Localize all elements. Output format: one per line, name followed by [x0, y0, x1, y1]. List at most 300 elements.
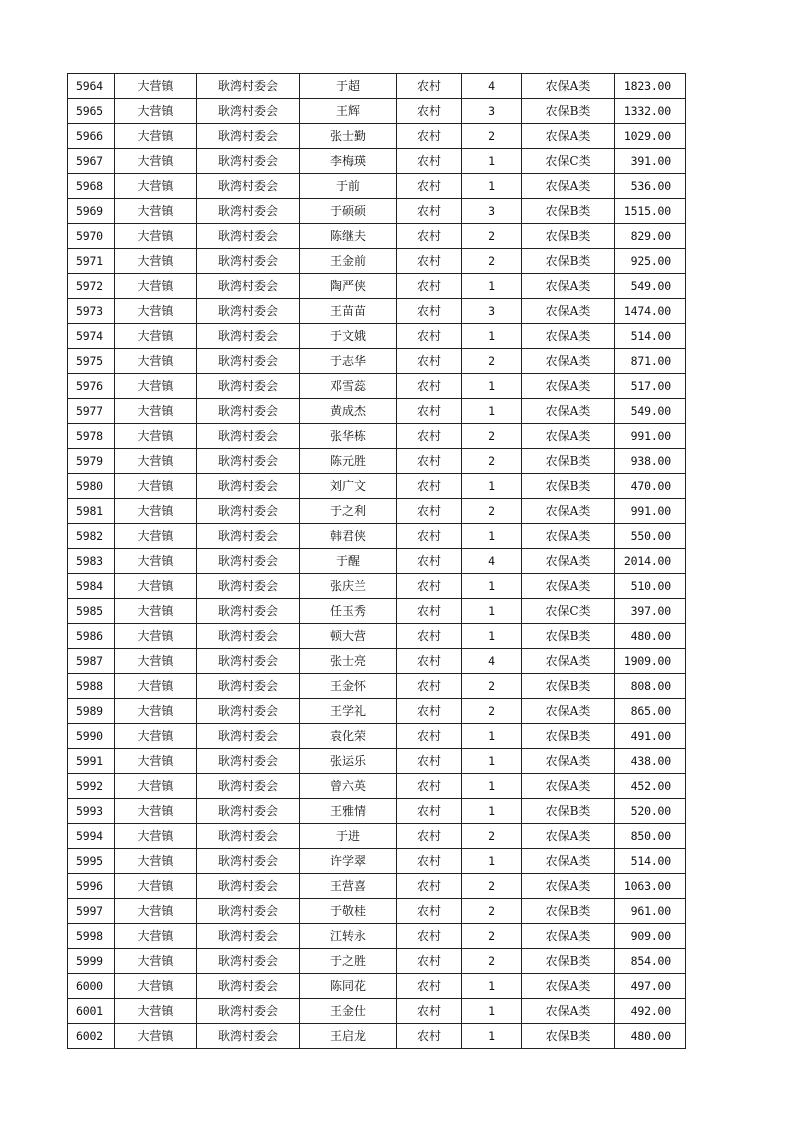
amount-cell: 991.00 [615, 424, 686, 449]
amount-cell: 829.00 [615, 224, 686, 249]
town-cell: 大营镇 [115, 174, 197, 199]
insurance-category-cell: 农保A类 [522, 324, 615, 349]
household-type-cell: 农村 [397, 124, 462, 149]
household-count-cell: 2 [462, 449, 522, 474]
town-cell: 大营镇 [115, 699, 197, 724]
village-committee-cell: 耿湾村委会 [197, 349, 300, 374]
household-type-cell: 农村 [397, 174, 462, 199]
household-type-cell: 农村 [397, 199, 462, 224]
record-id-cell: 5995 [68, 849, 115, 874]
insurance-category-cell: 农保B类 [522, 449, 615, 474]
town-cell: 大营镇 [115, 199, 197, 224]
household-count-cell: 2 [462, 124, 522, 149]
town-cell: 大营镇 [115, 924, 197, 949]
town-cell: 大营镇 [115, 449, 197, 474]
record-id-cell: 5989 [68, 699, 115, 724]
village-committee-cell: 耿湾村委会 [197, 424, 300, 449]
record-id-cell: 5984 [68, 574, 115, 599]
village-committee-cell: 耿湾村委会 [197, 824, 300, 849]
table-row [68, 774, 686, 799]
amount-cell: 2014.00 [615, 549, 686, 574]
table-row [68, 999, 686, 1024]
person-name-cell: 于文娥 [300, 324, 397, 349]
village-committee-cell: 耿湾村委会 [197, 724, 300, 749]
record-id-cell: 5971 [68, 249, 115, 274]
village-committee-cell: 耿湾村委会 [197, 774, 300, 799]
amount-cell: 492.00 [615, 999, 686, 1024]
amount-cell: 1823.00 [615, 74, 686, 99]
amount-cell: 961.00 [615, 899, 686, 924]
household-type-cell: 农村 [397, 249, 462, 274]
amount-cell: 480.00 [615, 624, 686, 649]
village-committee-cell: 耿湾村委会 [197, 449, 300, 474]
household-count-cell: 1 [462, 474, 522, 499]
village-committee-cell: 耿湾村委会 [197, 74, 300, 99]
household-count-cell: 1 [462, 399, 522, 424]
household-count-cell: 2 [462, 824, 522, 849]
town-cell: 大营镇 [115, 424, 197, 449]
household-count-cell: 3 [462, 199, 522, 224]
record-id-cell: 5991 [68, 749, 115, 774]
amount-cell: 520.00 [615, 799, 686, 824]
insurance-category-cell: 农保A类 [522, 549, 615, 574]
household-count-cell: 1 [462, 174, 522, 199]
town-cell: 大营镇 [115, 474, 197, 499]
amount-cell: 452.00 [615, 774, 686, 799]
person-name-cell: 王学礼 [300, 699, 397, 724]
table-row [68, 949, 686, 974]
amount-cell: 1515.00 [615, 199, 686, 224]
town-cell: 大营镇 [115, 1024, 197, 1049]
amount-cell: 470.00 [615, 474, 686, 499]
amount-cell: 1063.00 [615, 874, 686, 899]
town-cell: 大营镇 [115, 399, 197, 424]
record-id-cell: 5993 [68, 799, 115, 824]
village-committee-cell: 耿湾村委会 [197, 899, 300, 924]
insurance-category-cell: 农保A类 [522, 774, 615, 799]
table-row [68, 249, 686, 274]
person-name-cell: 王雅情 [300, 799, 397, 824]
person-name-cell: 陈同花 [300, 974, 397, 999]
record-id-cell: 5988 [68, 674, 115, 699]
person-name-cell: 于醒 [300, 549, 397, 574]
insurance-category-cell: 农保A类 [522, 499, 615, 524]
table-row [68, 974, 686, 999]
household-type-cell: 农村 [397, 524, 462, 549]
table-row [68, 124, 686, 149]
village-committee-cell: 耿湾村委会 [197, 1024, 300, 1049]
insurance-category-cell: 农保B类 [522, 799, 615, 824]
household-type-cell: 农村 [397, 874, 462, 899]
amount-cell: 1029.00 [615, 124, 686, 149]
household-count-cell: 2 [462, 874, 522, 899]
record-id-cell: 6000 [68, 974, 115, 999]
record-id-cell: 5985 [68, 599, 115, 624]
table-row [68, 424, 686, 449]
record-id-cell: 5969 [68, 199, 115, 224]
town-cell: 大营镇 [115, 874, 197, 899]
person-name-cell: 于敬桂 [300, 899, 397, 924]
person-name-cell: 王启龙 [300, 1024, 397, 1049]
village-committee-cell: 耿湾村委会 [197, 574, 300, 599]
town-cell: 大营镇 [115, 724, 197, 749]
table-row [68, 799, 686, 824]
household-count-cell: 1 [462, 374, 522, 399]
household-type-cell: 农村 [397, 699, 462, 724]
insurance-category-cell: 农保A类 [522, 749, 615, 774]
village-committee-cell: 耿湾村委会 [197, 199, 300, 224]
household-count-cell: 2 [462, 949, 522, 974]
record-id-cell: 5973 [68, 299, 115, 324]
household-count-cell: 4 [462, 74, 522, 99]
household-count-cell: 1 [462, 999, 522, 1024]
amount-cell: 1474.00 [615, 299, 686, 324]
table-row [68, 824, 686, 849]
person-name-cell: 王金前 [300, 249, 397, 274]
person-name-cell: 江转永 [300, 924, 397, 949]
person-name-cell: 韩君侠 [300, 524, 397, 549]
amount-cell: 1332.00 [615, 99, 686, 124]
insurance-category-cell: 农保A类 [522, 874, 615, 899]
household-type-cell: 农村 [397, 849, 462, 874]
household-type-cell: 农村 [397, 474, 462, 499]
household-type-cell: 农村 [397, 499, 462, 524]
town-cell: 大营镇 [115, 824, 197, 849]
table-row [68, 849, 686, 874]
amount-cell: 850.00 [615, 824, 686, 849]
table-row [68, 924, 686, 949]
person-name-cell: 王金怀 [300, 674, 397, 699]
village-committee-cell: 耿湾村委会 [197, 474, 300, 499]
insurance-category-cell: 农保B类 [522, 674, 615, 699]
village-committee-cell: 耿湾村委会 [197, 924, 300, 949]
town-cell: 大营镇 [115, 99, 197, 124]
household-count-cell: 1 [462, 774, 522, 799]
village-committee-cell: 耿湾村委会 [197, 224, 300, 249]
person-name-cell: 陶严侠 [300, 274, 397, 299]
household-count-cell: 2 [462, 224, 522, 249]
amount-cell: 909.00 [615, 924, 686, 949]
town-cell: 大营镇 [115, 274, 197, 299]
insurance-category-cell: 农保A类 [522, 924, 615, 949]
insurance-category-cell: 农保B类 [522, 724, 615, 749]
town-cell: 大营镇 [115, 249, 197, 274]
household-count-cell: 1 [462, 324, 522, 349]
table-row [68, 874, 686, 899]
town-cell: 大营镇 [115, 599, 197, 624]
household-type-cell: 农村 [397, 749, 462, 774]
record-id-cell: 5978 [68, 424, 115, 449]
town-cell: 大营镇 [115, 299, 197, 324]
person-name-cell: 于之利 [300, 499, 397, 524]
insurance-category-cell: 农保B类 [522, 1024, 615, 1049]
record-id-cell: 6002 [68, 1024, 115, 1049]
insurance-category-cell: 农保A类 [522, 399, 615, 424]
town-cell: 大营镇 [115, 999, 197, 1024]
household-type-cell: 农村 [397, 599, 462, 624]
insurance-category-cell: 农保B类 [522, 624, 615, 649]
insurance-category-cell: 农保A类 [522, 74, 615, 99]
table-row [68, 1024, 686, 1049]
record-id-cell: 5977 [68, 399, 115, 424]
insurance-category-cell: 农保A类 [522, 824, 615, 849]
record-id-cell: 5972 [68, 274, 115, 299]
household-type-cell: 农村 [397, 224, 462, 249]
household-type-cell: 农村 [397, 424, 462, 449]
amount-cell: 925.00 [615, 249, 686, 274]
village-committee-cell: 耿湾村委会 [197, 124, 300, 149]
household-type-cell: 农村 [397, 449, 462, 474]
person-name-cell: 张华栋 [300, 424, 397, 449]
town-cell: 大营镇 [115, 74, 197, 99]
insurance-category-cell: 农保A类 [522, 174, 615, 199]
village-committee-cell: 耿湾村委会 [197, 874, 300, 899]
town-cell: 大营镇 [115, 799, 197, 824]
table-row [68, 499, 686, 524]
record-id-cell: 5990 [68, 724, 115, 749]
amount-cell: 497.00 [615, 974, 686, 999]
insurance-category-cell: 农保A类 [522, 299, 615, 324]
amount-cell: 438.00 [615, 749, 686, 774]
amount-cell: 991.00 [615, 499, 686, 524]
village-committee-cell: 耿湾村委会 [197, 549, 300, 574]
table-row [68, 749, 686, 774]
village-committee-cell: 耿湾村委会 [197, 149, 300, 174]
person-name-cell: 于超 [300, 74, 397, 99]
person-name-cell: 陈继夫 [300, 224, 397, 249]
record-id-cell: 5966 [68, 124, 115, 149]
record-id-cell: 5976 [68, 374, 115, 399]
table-row [68, 74, 686, 99]
household-type-cell: 农村 [397, 299, 462, 324]
record-id-cell: 5996 [68, 874, 115, 899]
village-committee-cell: 耿湾村委会 [197, 749, 300, 774]
household-count-cell: 1 [462, 149, 522, 174]
record-id-cell: 5987 [68, 649, 115, 674]
table-row [68, 649, 686, 674]
table-row [68, 724, 686, 749]
town-cell: 大营镇 [115, 549, 197, 574]
insurance-category-cell: 农保A类 [522, 524, 615, 549]
town-cell: 大营镇 [115, 149, 197, 174]
household-type-cell: 农村 [397, 724, 462, 749]
table-row [68, 549, 686, 574]
record-id-cell: 5997 [68, 899, 115, 924]
town-cell: 大营镇 [115, 899, 197, 924]
insurance-category-cell: 农保A类 [522, 349, 615, 374]
amount-cell: 510.00 [615, 574, 686, 599]
village-committee-cell: 耿湾村委会 [197, 799, 300, 824]
record-id-cell: 5979 [68, 449, 115, 474]
insurance-category-cell: 农保A类 [522, 424, 615, 449]
village-committee-cell: 耿湾村委会 [197, 624, 300, 649]
record-id-cell: 5986 [68, 624, 115, 649]
household-type-cell: 农村 [397, 674, 462, 699]
table-row [68, 699, 686, 724]
person-name-cell: 于进 [300, 824, 397, 849]
household-count-cell: 2 [462, 499, 522, 524]
town-cell: 大营镇 [115, 324, 197, 349]
insurance-category-cell: 农保B类 [522, 224, 615, 249]
record-id-cell: 5970 [68, 224, 115, 249]
household-type-cell: 农村 [397, 549, 462, 574]
amount-cell: 808.00 [615, 674, 686, 699]
amount-cell: 871.00 [615, 349, 686, 374]
town-cell: 大营镇 [115, 849, 197, 874]
person-name-cell: 张士亮 [300, 649, 397, 674]
amount-cell: 854.00 [615, 949, 686, 974]
household-type-cell: 农村 [397, 949, 462, 974]
household-count-cell: 1 [462, 624, 522, 649]
town-cell: 大营镇 [115, 949, 197, 974]
town-cell: 大营镇 [115, 674, 197, 699]
household-count-cell: 3 [462, 99, 522, 124]
household-count-cell: 2 [462, 674, 522, 699]
insurance-category-cell: 农保A类 [522, 999, 615, 1024]
insurance-category-cell: 农保C类 [522, 599, 615, 624]
record-id-cell: 5964 [68, 74, 115, 99]
village-committee-cell: 耿湾村委会 [197, 524, 300, 549]
record-id-cell: 5994 [68, 824, 115, 849]
table-row [68, 899, 686, 924]
village-committee-cell: 耿湾村委会 [197, 299, 300, 324]
household-count-cell: 1 [462, 1024, 522, 1049]
person-name-cell: 张士勤 [300, 124, 397, 149]
town-cell: 大营镇 [115, 374, 197, 399]
village-committee-cell: 耿湾村委会 [197, 274, 300, 299]
person-name-cell: 邓雪蕊 [300, 374, 397, 399]
town-cell: 大营镇 [115, 749, 197, 774]
person-name-cell: 于之胜 [300, 949, 397, 974]
household-count-cell: 2 [462, 924, 522, 949]
insurance-category-cell: 农保B类 [522, 199, 615, 224]
insurance-category-cell: 农保A类 [522, 374, 615, 399]
household-count-cell: 2 [462, 349, 522, 374]
table-row [68, 149, 686, 174]
town-cell: 大营镇 [115, 574, 197, 599]
insurance-category-cell: 农保A类 [522, 849, 615, 874]
household-type-cell: 农村 [397, 99, 462, 124]
person-name-cell: 袁化荣 [300, 724, 397, 749]
household-type-cell: 农村 [397, 399, 462, 424]
town-cell: 大营镇 [115, 499, 197, 524]
person-name-cell: 王营喜 [300, 874, 397, 899]
household-count-cell: 2 [462, 424, 522, 449]
household-count-cell: 4 [462, 549, 522, 574]
household-type-cell: 农村 [397, 774, 462, 799]
person-name-cell: 张庆兰 [300, 574, 397, 599]
record-id-cell: 5965 [68, 99, 115, 124]
amount-cell: 550.00 [615, 524, 686, 549]
amount-cell: 938.00 [615, 449, 686, 474]
table-row [68, 574, 686, 599]
record-id-cell: 5992 [68, 774, 115, 799]
household-count-cell: 4 [462, 649, 522, 674]
household-type-cell: 农村 [397, 374, 462, 399]
town-cell: 大营镇 [115, 124, 197, 149]
table-row [68, 324, 686, 349]
village-committee-cell: 耿湾村委会 [197, 974, 300, 999]
household-type-cell: 农村 [397, 799, 462, 824]
household-type-cell: 农村 [397, 824, 462, 849]
household-type-cell: 农村 [397, 899, 462, 924]
village-committee-cell: 耿湾村委会 [197, 699, 300, 724]
village-committee-cell: 耿湾村委会 [197, 249, 300, 274]
record-id-cell: 5967 [68, 149, 115, 174]
record-id-cell: 5981 [68, 499, 115, 524]
amount-cell: 517.00 [615, 374, 686, 399]
household-type-cell: 农村 [397, 974, 462, 999]
household-count-cell: 1 [462, 724, 522, 749]
town-cell: 大营镇 [115, 524, 197, 549]
insurance-category-cell: 农保A类 [522, 124, 615, 149]
person-name-cell: 于前 [300, 174, 397, 199]
household-type-cell: 农村 [397, 324, 462, 349]
person-name-cell: 于硕硕 [300, 199, 397, 224]
person-name-cell: 李梅瑛 [300, 149, 397, 174]
record-id-cell: 5974 [68, 324, 115, 349]
record-id-cell: 5980 [68, 474, 115, 499]
village-committee-cell: 耿湾村委会 [197, 999, 300, 1024]
village-committee-cell: 耿湾村委会 [197, 674, 300, 699]
record-id-cell: 5982 [68, 524, 115, 549]
table-body [68, 74, 686, 1049]
record-id-cell: 5999 [68, 949, 115, 974]
household-count-cell: 2 [462, 249, 522, 274]
insurance-category-cell: 农保A类 [522, 574, 615, 599]
amount-cell: 514.00 [615, 849, 686, 874]
table-row [68, 224, 686, 249]
town-cell: 大营镇 [115, 649, 197, 674]
record-id-cell: 5998 [68, 924, 115, 949]
village-committee-cell: 耿湾村委会 [197, 499, 300, 524]
insurance-category-cell: 农保A类 [522, 274, 615, 299]
person-name-cell: 王金仕 [300, 999, 397, 1024]
household-type-cell: 农村 [397, 1024, 462, 1049]
table-row [68, 674, 686, 699]
table-row [68, 524, 686, 549]
person-name-cell: 陈元胜 [300, 449, 397, 474]
household-type-cell: 农村 [397, 924, 462, 949]
person-name-cell: 许学翠 [300, 849, 397, 874]
table-row [68, 299, 686, 324]
household-count-cell: 1 [462, 524, 522, 549]
household-type-cell: 农村 [397, 149, 462, 174]
table-row [68, 374, 686, 399]
household-count-cell: 1 [462, 574, 522, 599]
town-cell: 大营镇 [115, 224, 197, 249]
household-count-cell: 1 [462, 749, 522, 774]
amount-cell: 549.00 [615, 274, 686, 299]
person-name-cell: 顿大营 [300, 624, 397, 649]
household-count-cell: 1 [462, 849, 522, 874]
person-name-cell: 任玉秀 [300, 599, 397, 624]
household-count-cell: 1 [462, 974, 522, 999]
amount-cell: 480.00 [615, 1024, 686, 1049]
person-name-cell: 于志华 [300, 349, 397, 374]
table-row [68, 99, 686, 124]
town-cell: 大营镇 [115, 974, 197, 999]
village-committee-cell: 耿湾村委会 [197, 324, 300, 349]
household-type-cell: 农村 [397, 74, 462, 99]
household-count-cell: 1 [462, 274, 522, 299]
village-committee-cell: 耿湾村委会 [197, 399, 300, 424]
insurance-category-cell: 农保B类 [522, 99, 615, 124]
person-name-cell: 王苗苗 [300, 299, 397, 324]
record-id-cell: 5983 [68, 549, 115, 574]
household-type-cell: 农村 [397, 574, 462, 599]
record-id-cell: 5968 [68, 174, 115, 199]
